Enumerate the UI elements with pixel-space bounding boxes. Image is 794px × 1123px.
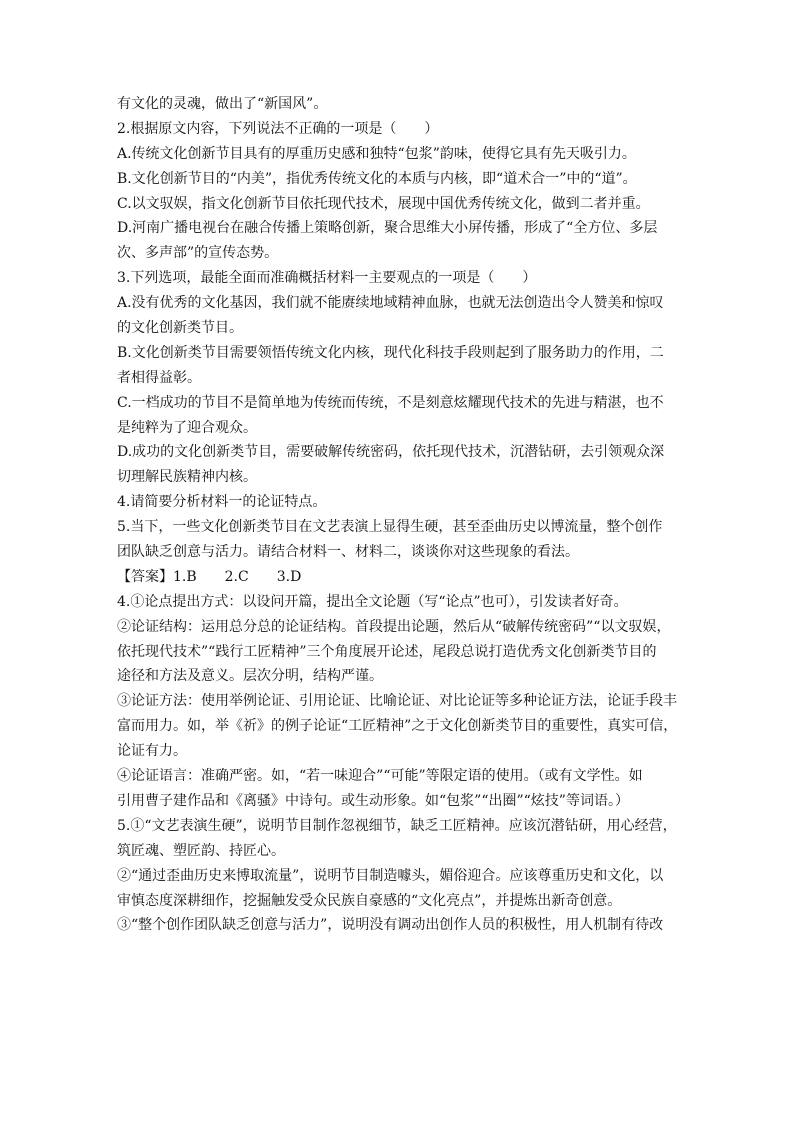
option-line: A.没有优秀的文化基因，我们就不能赓续地域精神血脉，也就无法创造出令人赞美和惊叹 <box>117 295 664 312</box>
answer-line: 依托现代技术”“践行工匠精神”三个角度展开论述，尾段总说打造优秀文化创新类节目的 <box>117 643 657 660</box>
option-line: A.传统文化创新节目具有的厚重历史感和独特“包浆”韵味，使得它具有先天吸引力。 <box>117 145 636 162</box>
text-line: 次、多声部”的宣传态势。 <box>117 245 279 262</box>
answer-line: 途径和方法及意义。层次分明，结构严谨。 <box>117 668 383 685</box>
option-line: D.河南广播电视台在融合传播上策略创新，聚合思维大小屏传播，形成了“全方位、多层 <box>117 220 658 237</box>
answer-line: ②“通过歪曲历史来博取流量”，说明节目制造噱头，媚俗迎合。应该尊重历史和文化，以 <box>117 867 664 884</box>
text-line: 者相得益彰。 <box>117 369 201 386</box>
text-line: 切理解民族精神内核。 <box>117 469 257 486</box>
text-line: 是纯粹为了迎合观众。 <box>117 419 257 436</box>
option-line: C.以文驭娱，指文化创新节目依托现代技术，展现中国优秀传统文化，做到二者并重。 <box>117 195 650 212</box>
document-body <box>117 92 683 938</box>
text-line: 团队缺乏创意与活力。请结合材料一、材料二，谈谈你对这些现象的看法。 <box>117 544 579 561</box>
option-line: B.文化创新节目的“内美”，指优秀传统文化的本质与内核，即“道术合一”中的“道”。 <box>117 170 637 187</box>
answer-line: 5.①“文艺表演生硬”，说明节目制作忽视细节，缺乏工匠精神。应该沉潜钻研，用心经营， <box>117 817 677 834</box>
answer-line: ②论证结构：运用总分总的论证结构。首段提出论题，然后从“破解传统密码”“以文驭娱， <box>117 618 671 635</box>
question-2: 2.根据原文内容，下列说法不正确的一项是（ ） <box>117 120 439 137</box>
option-line: C.一档成功的节目不是简单地为传统而传统，不是刻意炫耀现代技术的先进与精湛，也不 <box>117 394 664 411</box>
answer-line: 筑匠魂、塑匠韵、持匠心。 <box>117 842 285 859</box>
text-line: 有文化的灵魂，做出了“新国风”。 <box>117 96 328 112</box>
text-line: 的文化创新类节目。 <box>117 320 243 337</box>
option-line: B.文化创新类节目需要领悟传统文化内核，现代化科技手段则起到了服务助力的作用，二 <box>117 344 664 361</box>
answer-key: 【答案】1.B 2.C 3.D <box>117 568 302 585</box>
answer-line: 审慎态度深耕细作，挖掘触发受众民族自豪感的“文化亮点”，并提炼出新奇创意。 <box>117 892 622 909</box>
answer-line: 论证有力。 <box>117 743 187 760</box>
answer-line: 4.①论点提出方式：以设问开篇，提出全文论题（写“论点”也可），引发读者好奇。 <box>117 593 628 610</box>
question-5: 5.当下，一些文化创新类节目在文艺表演上显得生硬，甚至歪曲历史以博流量，整个创作 <box>117 519 663 536</box>
answer-line: 富而用力。如，举《祈》的例子论证“工匠精神”之于文化创新类节目的重要性，真实可信， <box>117 718 678 735</box>
answer-line: ④论证语言：准确严密。如，“若一味迎合”“可能”等限定语的使用。（或有文学性。如 <box>117 768 643 785</box>
answer-line: ③“整个创作团队缺乏创意与活力”，说明没有调动出创作人员的积极性，用人机制有待改 <box>117 917 664 934</box>
question-4: 4.请简要分析材料一的论证特点。 <box>117 494 327 511</box>
question-3: 3.下列选项，最能全面而准确概括材料一主要观点的一项是（ ） <box>117 270 537 287</box>
answer-line: 引用曹子建作品和《离骚》中诗句。或生动形象。如“包浆”“出圈”“炫技”等词语。） <box>117 792 629 809</box>
option-line: D.成功的文化创新类节目，需要破解传统密码，依托现代技术，沉潜钻研，去引领观众深 <box>117 444 665 461</box>
answer-line: ③论证方法：使用举例论证、引用论证、比喻论证、对比论证等多种论证方法，论证手段丰 <box>117 693 677 710</box>
